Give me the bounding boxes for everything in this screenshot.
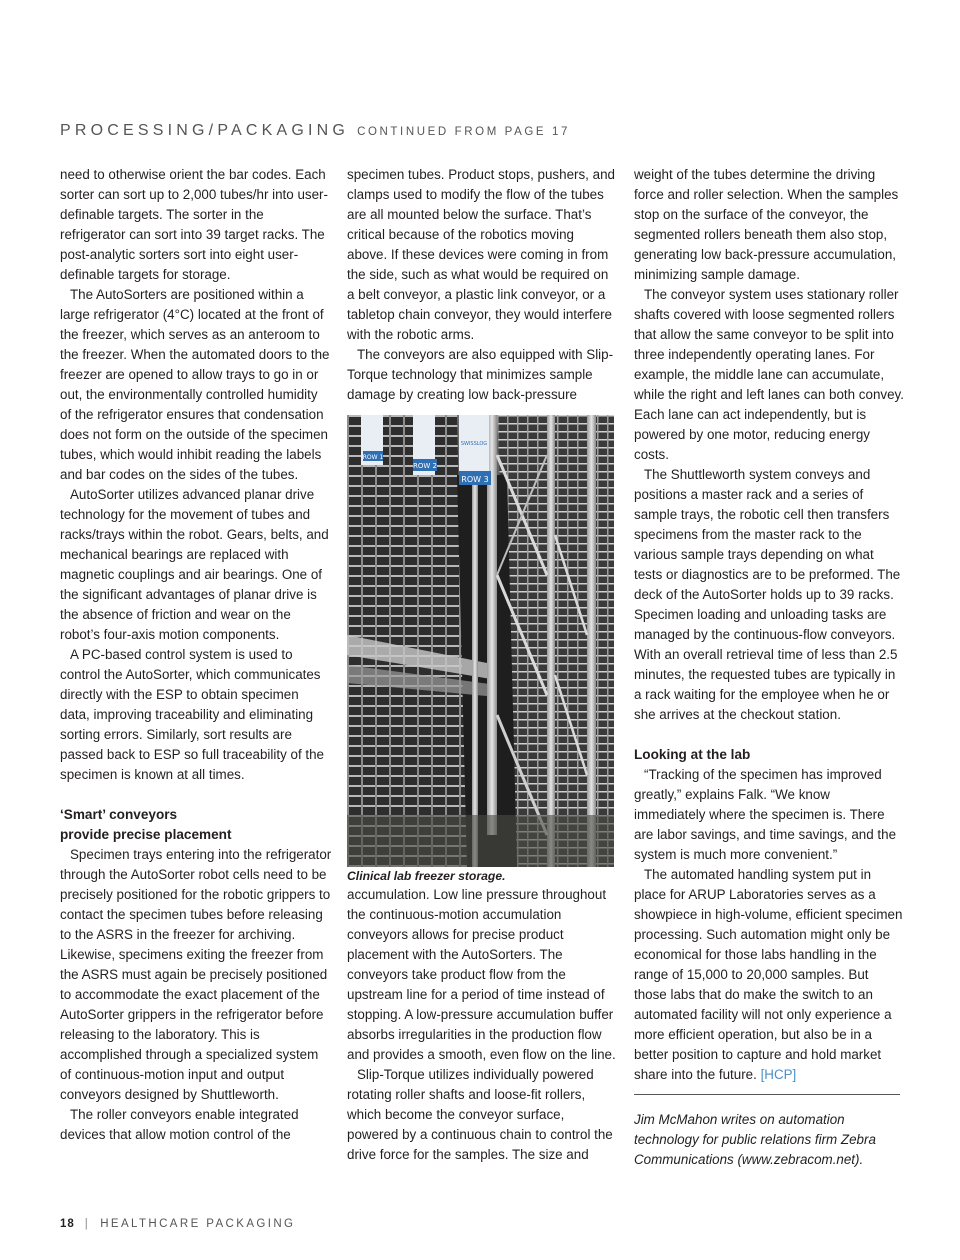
paragraph: AutoSorter utilizes advanced planar drive technology for the movement of tubes and racks/trays within the robot. Gears, belts, and mechanical bearings are replaced with magnetic couplings and air bearings. One of the significant advantages of planar drive is the absence of friction and wear on the robot’s four-axis motion components. [60,487,329,642]
author-bio: Jim McMahon writes on automation technology for public relations firm Zebra Communications (www.zebracom.net). [634,1112,876,1167]
subheading: provide precise placement [60,827,232,842]
page-number: 18 [60,1218,75,1230]
subheading: Looking at the lab [634,747,751,762]
hcp-tag-link[interactable]: [HCP] [760,1067,797,1082]
publication-name: HEALTHCARE PACKAGING [100,1218,296,1230]
column-1 [60,165,332,1145]
paragraph-text: The automated handling system put in place for ARUP Laboratories serves as a showpiece in high-volume, efficient specimen processing. Such automation might only be economical for those labs handling in the range of 15,000 to 20,000 samples. But those labs that do make the switch to an automated facility will not only experience a more efficient operation, but also be in a better position to capture and hold market share into the future. [634,867,903,1082]
column-2 [347,165,617,1165]
paragraph: “Tracking of the specimen has improved greatly,” explains Falk. “We know immediately where the specimen is. There are labor savings, and time savings, and the system is much more convenient.” [634,767,897,862]
subheading: ‘Smart’ conveyors [60,807,178,822]
divider [634,1094,900,1095]
paragraph: The conveyor system uses stationary roller shafts covered with loose segmented rollers that allow the same conveyor to be split into three independently operating lanes. For example, the middle lane can accumulate, while the right and left lanes can both convey. Each lane can act independently, but is powered by one motor, reducing energy costs. [634,287,904,462]
column-3 [634,165,904,1170]
paragraph: The Shuttleworth system conveys and positions a master rack and a series of sample trays, the robotic cell then transfers specimens from the master rack to the various sample trays depending on what tests or diagnostics are to be preformed. The deck of the AutoSorter holds up to 39 racks. Specimen loading and unloading tasks are managed by the continuous-flow conveyors. With an overall retrieval time of less than 2.5 minutes, the requested tubes are typically in a rack waiting for the employee when he or she arrives at the checkout station. [634,467,901,722]
section-title: PROCESSING/PACKAGING [60,122,350,139]
freezer-storage-photo [347,415,614,867]
paragraph: The roller conveyors enable integrated devices that allow motion control of the [60,1107,299,1142]
row-label: ROW 2 [413,462,437,470]
paragraph: Specimen trays entering into the refrigerator through the AutoSorter robot cells need to be precisely positioned for the robotic grippers to contact the specimen tubes before releasing to the ASRS in the freezer for archiving. Likewise, specimens exiting the freezer from the ASRS must again be precisely positioned to accommodate the exact placement of the AutoSorter grippers in the refrigerator before releasing to the laboratory. This is accomplished through a specialized system of continuous-motion input and output conveyors designed by Shuttleworth. [60,847,332,1102]
paragraph [634,865,904,1085]
paragraph: accumulation. Low line pressure throughout the continuous-motion accumulation conveyors allows for precise product placement with the AutoSorters. The conveyors take product flow from the upstream line for a period of time instead of stopping. A low-pressure accumulation buffer absorbs irregularities in the production flow and provides a smooth, even flow on the line. [347,887,616,1062]
page-footer [60,1218,295,1230]
footer-separator: | [84,1218,91,1230]
paragraph: weight of the tubes determine the driving force and roller selection. When the samples stop on the surface of the conveyor, the segmented rollers beneath them also stop, generating low back-pressure accumulation, minimizing sample damage. [634,167,899,282]
paragraph: A PC-based control system is used to control the AutoSorter, which communicates directly with the ESP to obtain specimen data, improving traceability and eliminating sorting errors. Similarly, sort results are passed back to ESP so full traceability of the specimen is known at all times. [60,647,324,782]
row-label: ROW 3 [461,475,489,484]
paragraph: The conveyors are also equipped with Slip-Torque technology that minimizes sample damage by creating low back-pressure [347,347,614,402]
photo-caption: Clinical lab freezer storage. [347,869,506,883]
row-label: ROW 1 [362,454,384,461]
brand-label: SWISSLOG [460,441,488,447]
paragraph: Slip-Torque utilizes individually powered rotating roller shafts and loose-fit rollers, which become the conveyor surface, powered by a continuous chain to control the drive force for the samples. The size and [347,1067,613,1162]
continued-note: CONTINUED FROM PAGE 17 [357,126,570,138]
paragraph: The AutoSorters are positioned within a large refrigerator (4°C) located at the front of the freezer, which serves as an anteroom to the freezer. When the automated doors to the freezer are opened to allow trays to go in or out, the environmentally controlled humidity of the refrigerator ensures that condensation does not form on the outside of the specimen tubes, which would inhibit reading the labels and bar codes on the sides of the tubes. [60,287,330,482]
paragraph: need to otherwise orient the bar codes. Each sorter can sort up to 2,000 tubes/hr into user-definable targets. The sorter in the refrigerator can sort into 39 target racks. The post-analytic sorters sort into eight user-definable targets for storage. [60,167,328,282]
paragraph: specimen tubes. Product stops, pushers, and clamps used to modify the flow of the tubes are all mounted below the surface. That’s critical because of the robotics moving above. If these devices were coming in from the side, such as what would be required on a belt conveyor, a plastic link conveyor, or a tabletop chain conveyor, they would interfere with the robotic arms. [347,167,615,342]
section-header [60,122,570,140]
